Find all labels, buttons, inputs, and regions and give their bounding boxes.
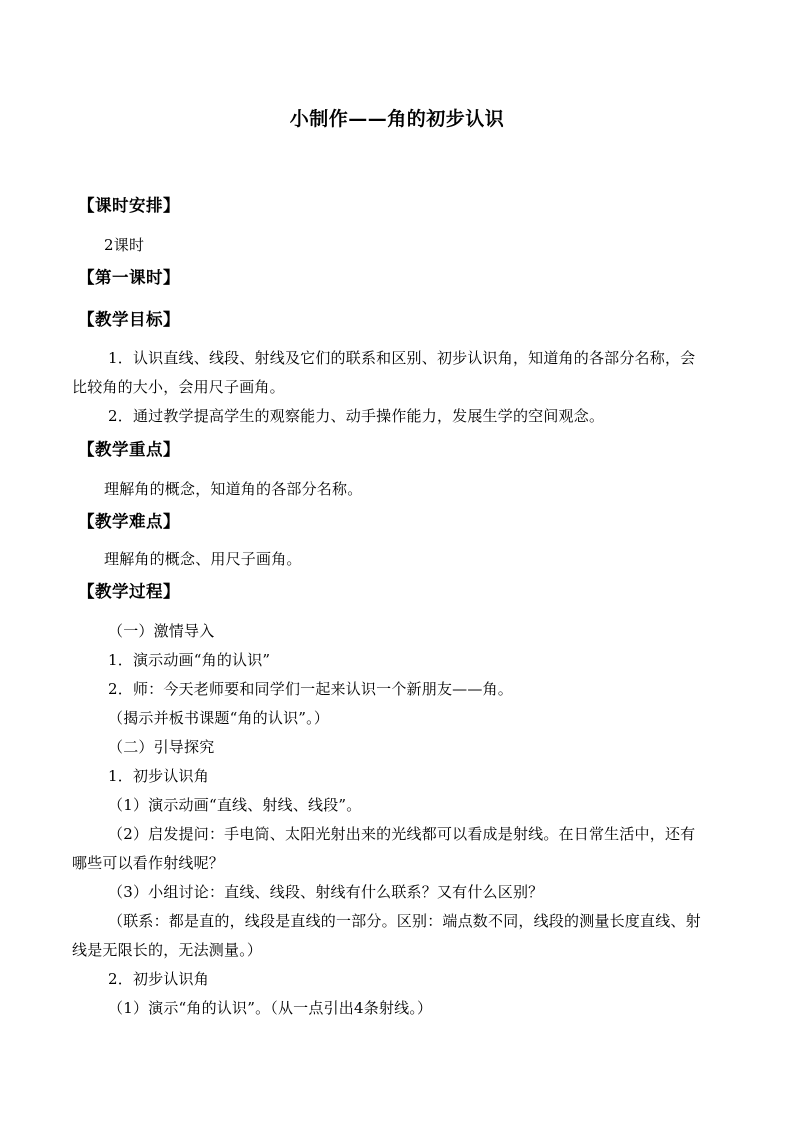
- process-line: （3）小组讨论：直线、线段、射线有什么联系？又有什么区别？: [108, 883, 544, 901]
- goal-item-1-line-1: 1．认识直线、线段、射线及它们的联系和区别、初步认识角，知道角的各部分名称，会: [108, 349, 696, 367]
- key-points-content: 理解角的概念，知道角的各部分名称。: [104, 480, 363, 498]
- heading-goals: 【教学目标】: [78, 310, 180, 329]
- process-line: （二）引导探究: [108, 738, 215, 756]
- process-line: （2）启发提问：手电筒、太阳光射出来的光线都可以看成是射线。在日常生活中，还有: [108, 825, 696, 843]
- process-line: （1）演示“角的认识”。（从一点引出4条射线。）: [108, 999, 433, 1017]
- process-line: 1．演示动画“角的认识”: [108, 651, 271, 669]
- heading-first-lesson: 【第一课时】: [78, 268, 180, 287]
- goal-item-1-line-2: 比较角的大小，会用尺子画角。: [72, 378, 285, 396]
- difficulties-content: 理解角的概念、用尺子画角。: [104, 550, 302, 568]
- heading-process: 【教学过程】: [78, 582, 180, 601]
- document-title: 小制作——角的初步认识: [289, 108, 505, 130]
- goal-item-2: 2．通过教学提高学生的观察能力、动手操作能力，发展生学的空间观念。: [108, 407, 605, 425]
- heading-key-points: 【教学重点】: [78, 440, 180, 459]
- process-line: 线是无限长的，无法测量。）: [72, 941, 263, 959]
- heading-schedule: 【课时安排】: [78, 196, 180, 215]
- heading-difficulties: 【教学难点】: [78, 512, 180, 531]
- schedule-content: 2课时: [104, 236, 145, 254]
- process-line: （一）激情导入: [108, 622, 215, 640]
- process-line: （揭示并板书课题“角的认识”。）: [108, 709, 330, 727]
- process-line: （联系：都是直的，线段是直线的一部分。区别：端点数不同，线段的测量长度直线、射: [108, 912, 701, 930]
- process-line: 1．初步认识角: [108, 767, 209, 785]
- process-line: 2．师：今天老师要和同学们一起来认识一个新朋友——角。: [108, 680, 513, 698]
- process-line: 2．初步认识角: [108, 970, 209, 988]
- process-line: 哪些可以看作射线呢？: [72, 854, 225, 872]
- process-line: （1）演示动画“直线、射线、线段”。: [108, 796, 362, 814]
